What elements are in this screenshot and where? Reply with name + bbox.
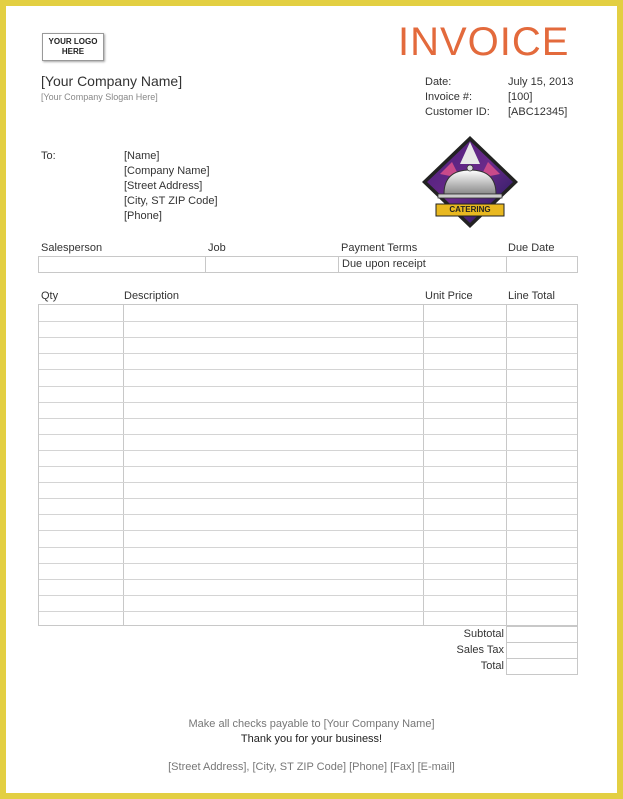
job-cell[interactable] (205, 256, 339, 273)
sales-tax-label: Sales Tax (456, 644, 504, 656)
table-row-divider (39, 563, 577, 564)
logo-placeholder: YOUR LOGO HERE (42, 33, 104, 61)
to-label: To: (41, 150, 56, 162)
job-header: Job (208, 242, 226, 254)
invoice-number-label: Invoice #: (425, 91, 473, 103)
sales-tax-cell[interactable] (506, 642, 578, 659)
table-row-divider (39, 514, 577, 515)
qty-header: Qty (41, 290, 59, 302)
invoice-title: INVOICE (398, 20, 570, 64)
date-label: Date: (425, 76, 452, 88)
salesperson-header: Salesperson (41, 242, 103, 254)
table-row-divider (39, 482, 577, 483)
table-row-divider (39, 450, 577, 451)
description-header: Description (124, 290, 180, 302)
customer-id-label: Customer ID: (425, 106, 490, 118)
table-row-divider (39, 337, 577, 338)
line-items-grid[interactable] (38, 304, 578, 626)
payment-terms-header: Payment Terms (341, 242, 418, 254)
total-label: Total (480, 660, 504, 672)
table-row-divider (39, 369, 577, 370)
address-phone: [Phone] (124, 210, 162, 222)
customer-id-value: [ABC12345] (508, 106, 568, 118)
company-slogan: [Your Company Slogan Here] (41, 92, 158, 102)
catering-logo (420, 134, 520, 230)
table-row-divider (39, 611, 577, 612)
table-row-divider (39, 498, 577, 499)
address-street: [Street Address] (124, 180, 203, 192)
table-row-divider (39, 579, 577, 580)
table-row-divider (39, 402, 577, 403)
thank-you-note: Thank you for your business! (240, 733, 383, 745)
footer-contact: [Street Address], [City, ST ZIP Code] [Phone] [Fax] [E-mail] (168, 761, 455, 773)
address-name: [Name] (124, 150, 160, 162)
due-date-cell[interactable] (506, 256, 578, 273)
table-row-divider (39, 595, 577, 596)
due-date-header: Due Date (508, 242, 555, 254)
table-row-divider (39, 434, 577, 435)
subtotal-label: Subtotal (463, 628, 504, 640)
table-row-divider (39, 547, 577, 548)
table-row-divider (39, 530, 577, 531)
table-row-divider (39, 418, 577, 419)
unit-price-header: Unit Price (425, 290, 473, 302)
address-city: [City, ST ZIP Code] (124, 195, 218, 207)
catering-badge-text: CATERING (449, 205, 491, 214)
total-cell[interactable] (506, 658, 578, 675)
salesperson-cell[interactable] (38, 256, 206, 273)
address-company: [Company Name] (124, 165, 210, 177)
table-row-divider (39, 321, 577, 322)
table-row-divider (39, 353, 577, 354)
invoice-number-value: [100] (508, 91, 533, 103)
subtotal-cell[interactable] (506, 626, 578, 643)
table-row-divider (39, 386, 577, 387)
payment-terms-cell[interactable]: Due upon receipt (338, 256, 507, 273)
table-row-divider (39, 466, 577, 467)
line-total-header: Line Total (508, 290, 555, 302)
date-value: July 15, 2013 (508, 76, 574, 88)
company-name: [Your Company Name] (41, 73, 183, 89)
payable-note: Make all checks payable to [Your Company Name] (188, 718, 435, 730)
